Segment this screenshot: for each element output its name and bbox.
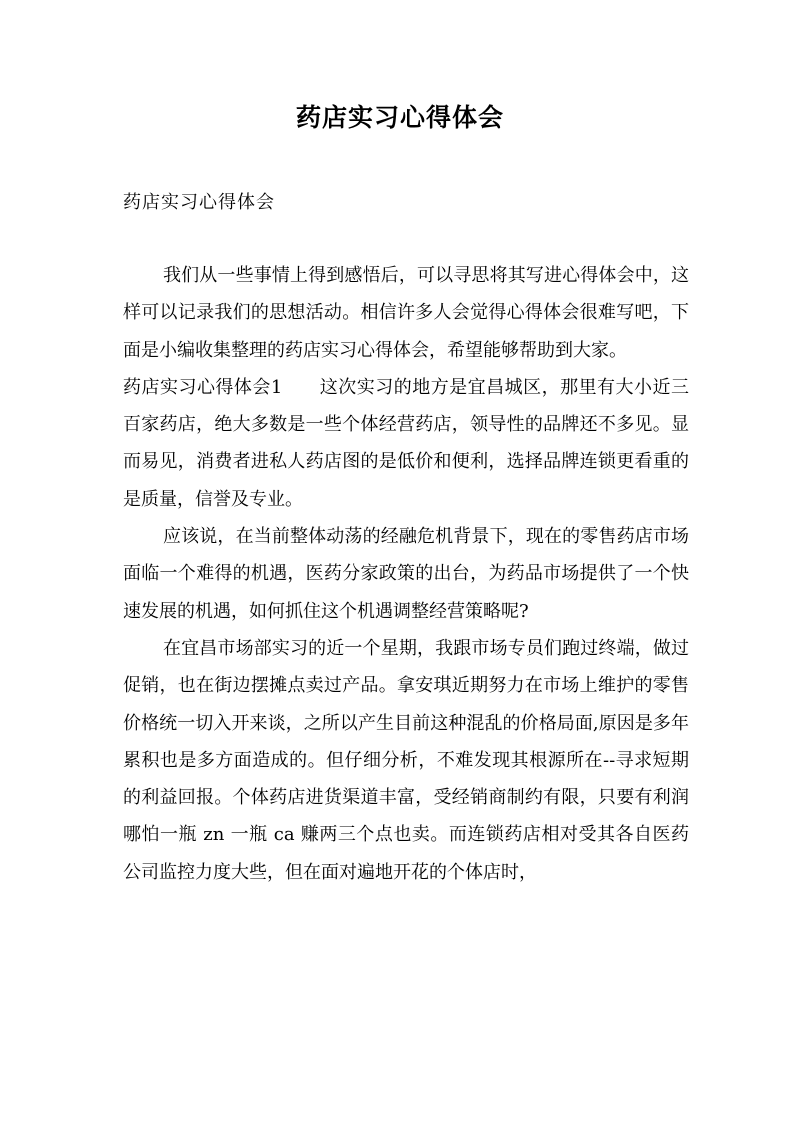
paragraph-market-opportunity: 应该说，在当前整体动荡的经融危机背景下，现在的零售药店市场面临一个难得的机遇，医药分家政策的出台，为药品市场提供了一个快速发展的机遇，如何抓住这个机遇调整经营策略呢? xyxy=(123,526,689,622)
paragraph-intro: 我们从一些事情上得到感悟后，可以寻思将其写进心得体会中，这样可以记录我们的思想活动。相信许多人会觉得心得体会很难写吧，下面是小编收集整理的药店实习心得体会，希望能够帮助到大家。 xyxy=(123,265,689,361)
document-body xyxy=(123,257,689,891)
document-subtitle: 药店实习心得体会 xyxy=(123,192,275,213)
paragraph-internship-observation: 在宜昌市场部实习的近一个星期，我跟市场专员们跑过终端，做过促销，也在街边摆摊点卖过产品。拿安琪近期努力在市场上维护的零售价格统一切入开来谈，之所以产生目前这种混乱的价格局面,原因是多年累积也是多方面造成的。但仔细分析，不难发现其根源所在--寻求短期的利益回报。个体药店进货渠道丰富，受经销商制约有限，只要有利润哪怕一瓶 zn 一瓶 ca 赚两三个点也卖。而连锁药店相对受其各自医药公司监控力度大些，但在面对遍地开花的个体店时， xyxy=(123,637,689,883)
document-title: 药店实习心得体会 xyxy=(295,103,504,132)
paragraph-section-1-start: 药店实习心得体会1 这次实习的地方是宜昌城区，那里有大小近三百家药店，绝大多数是一些个体经营药店，领导性的品牌还不多见。显而易见，消费者进私人药店图的是低价和便利，选择品牌连锁更看重的是质量，信誉及专业。 xyxy=(123,376,689,510)
